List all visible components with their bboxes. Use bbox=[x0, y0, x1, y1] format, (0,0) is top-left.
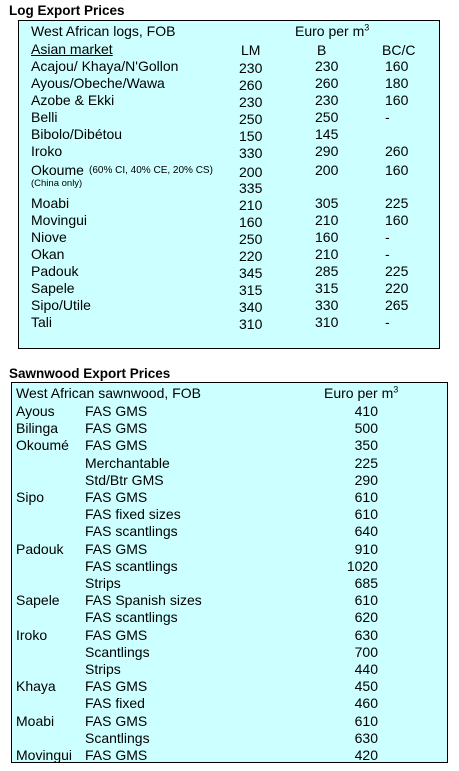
log-b-price: 200 bbox=[315, 162, 339, 178]
saw-price: 460 bbox=[354, 695, 378, 711]
saw-price: 620 bbox=[354, 609, 378, 625]
saw-price: 410 bbox=[354, 403, 378, 419]
log-lm-price: 210 bbox=[239, 197, 263, 213]
saw-price: 440 bbox=[354, 661, 378, 677]
log-species-note: (60% CI, 40% CE, 20% CS) bbox=[89, 165, 213, 176]
log-bcc-price: 160 bbox=[385, 162, 409, 178]
log-species: Padouk bbox=[31, 263, 79, 279]
saw-grade: FAS scantlings bbox=[85, 523, 178, 539]
log-bcc-price: - bbox=[385, 246, 390, 262]
log-header-unit bbox=[295, 23, 369, 39]
col-asian-market: Asian market bbox=[31, 41, 113, 57]
saw-species: Ayous bbox=[16, 403, 55, 419]
saw-grade: FAS GMS bbox=[85, 541, 148, 557]
saw-price: 420 bbox=[354, 747, 378, 763]
saw-price: 630 bbox=[354, 627, 378, 643]
log-bcc-price: 225 bbox=[385, 195, 409, 211]
saw-price: 700 bbox=[354, 644, 378, 660]
log-b-price: 285 bbox=[315, 263, 339, 279]
log-species: Sapele bbox=[31, 280, 75, 296]
log-bcc-price: 260 bbox=[385, 143, 409, 159]
log-lm-price: 250 bbox=[239, 231, 263, 247]
saw-grade: Strips bbox=[85, 575, 121, 591]
saw-species: Padouk bbox=[16, 541, 64, 557]
log-bcc-price: 220 bbox=[385, 280, 409, 296]
log-species: Okoume bbox=[31, 162, 84, 178]
log-lm-price: 310 bbox=[239, 316, 263, 332]
sawnwood-export-title: Sawnwood Export Prices bbox=[9, 366, 171, 381]
log-species: Movingui bbox=[31, 212, 88, 228]
log-lm-price: 160 bbox=[239, 214, 263, 230]
col-lm: LM bbox=[241, 42, 261, 58]
saw-unit-text: Euro per m bbox=[324, 385, 394, 401]
saw-grade: FAS GMS bbox=[85, 437, 148, 453]
log-lm-price: 230 bbox=[239, 94, 263, 110]
log-export-title: Log Export Prices bbox=[9, 3, 125, 18]
log-bcc-price: 160 bbox=[385, 58, 409, 74]
log-bcc-price: - bbox=[385, 314, 390, 330]
log-lm-price: 330 bbox=[239, 145, 263, 161]
saw-price: 610 bbox=[354, 713, 378, 729]
log-species: Moabi bbox=[31, 195, 70, 211]
saw-grade: FAS fixed sizes bbox=[85, 506, 181, 522]
log-bcc-price: - bbox=[385, 109, 390, 125]
saw-species: Bilinga bbox=[16, 420, 59, 436]
saw-grade: FAS scantlings bbox=[85, 609, 178, 625]
saw-price: 640 bbox=[354, 523, 378, 539]
log-species: Tali bbox=[31, 314, 53, 330]
col-bcc: BC/C bbox=[382, 42, 416, 58]
saw-species: Sapele bbox=[16, 592, 60, 608]
saw-grade: FAS scantlings bbox=[85, 558, 178, 574]
log-lm-price: 340 bbox=[239, 299, 263, 315]
saw-price: 610 bbox=[354, 592, 378, 608]
log-b-price: 250 bbox=[315, 109, 339, 125]
col-b: B bbox=[317, 42, 327, 58]
saw-price: 450 bbox=[354, 678, 378, 694]
log-lm-price: 250 bbox=[239, 111, 263, 127]
saw-grade: FAS GMS bbox=[85, 489, 148, 505]
saw-price: 225 bbox=[354, 455, 378, 471]
log-species: Niove bbox=[31, 229, 67, 245]
log-species: Belli bbox=[31, 109, 58, 125]
log-lm-price: 315 bbox=[239, 282, 263, 298]
sawnwood-prices-table bbox=[11, 382, 448, 763]
saw-grade: FAS GMS bbox=[85, 403, 148, 419]
log-b-price: 230 bbox=[315, 58, 339, 74]
saw-grade: FAS GMS bbox=[85, 747, 148, 763]
saw-grade: FAS fixed bbox=[85, 695, 145, 711]
saw-grade: Scantlings bbox=[85, 644, 150, 660]
log-header-left: West African logs, FOB bbox=[31, 23, 176, 39]
log-b-price: 230 bbox=[315, 92, 339, 108]
saw-grade: Std/Btr GMS bbox=[85, 472, 164, 488]
log-b-price: 315 bbox=[315, 280, 339, 296]
saw-header-left: West African sawnwood, FOB bbox=[16, 385, 201, 401]
log-lm-price: 150 bbox=[239, 128, 263, 144]
saw-grade: FAS Spanish sizes bbox=[85, 592, 202, 608]
saw-price: 630 bbox=[354, 730, 378, 746]
log-lm-price: 200 bbox=[239, 164, 263, 180]
log-bcc-price: - bbox=[385, 229, 390, 245]
log-bcc-price: 225 bbox=[385, 263, 409, 279]
log-b-price: 160 bbox=[315, 229, 339, 245]
saw-species: Khaya bbox=[16, 678, 56, 694]
saw-species: Iroko bbox=[16, 627, 48, 643]
log-b-price: 310 bbox=[315, 314, 339, 330]
log-lm-price: 345 bbox=[239, 265, 263, 281]
saw-grade: FAS GMS bbox=[85, 420, 148, 436]
log-b-price: 305 bbox=[315, 195, 339, 211]
saw-header-unit bbox=[324, 385, 398, 401]
log-species: Iroko bbox=[31, 143, 63, 159]
saw-price: 685 bbox=[354, 575, 378, 591]
log-unit-sup: 3 bbox=[364, 22, 370, 33]
saw-grade: FAS GMS bbox=[85, 678, 148, 694]
log-bcc-price: 160 bbox=[385, 92, 409, 108]
saw-species: Sipo bbox=[16, 489, 45, 505]
saw-price: 350 bbox=[354, 437, 378, 453]
log-species-note: (China only) bbox=[31, 178, 83, 189]
saw-price: 290 bbox=[354, 472, 378, 488]
saw-grade: Strips bbox=[85, 661, 121, 677]
log-species: Azobe & Ekki bbox=[31, 92, 115, 108]
saw-unit-sup: 3 bbox=[393, 384, 399, 395]
saw-species: Movingui bbox=[16, 747, 73, 763]
log-species: Acajou/ Khaya/N'Gollon bbox=[31, 58, 179, 74]
saw-grade: FAS GMS bbox=[85, 713, 148, 729]
saw-price: 500 bbox=[354, 420, 378, 436]
log-b-price: 260 bbox=[315, 75, 339, 91]
log-bcc-price: 180 bbox=[385, 75, 409, 91]
log-b-price: 145 bbox=[315, 126, 339, 142]
saw-species: Okoumé bbox=[16, 437, 69, 453]
log-lm-price: 220 bbox=[239, 248, 263, 264]
saw-grade: Scantlings bbox=[85, 730, 150, 746]
log-lm-price: 230 bbox=[239, 60, 263, 76]
saw-grade: Merchantable bbox=[85, 455, 170, 471]
log-species: Bibolo/Dibétou bbox=[31, 126, 123, 142]
saw-price: 610 bbox=[354, 489, 378, 505]
log-prices-table bbox=[18, 20, 440, 349]
saw-price: 910 bbox=[354, 541, 378, 557]
log-species: Okan bbox=[31, 246, 65, 262]
log-species: Ayous/Obeche/Wawa bbox=[31, 75, 165, 91]
saw-species: Moabi bbox=[16, 713, 55, 729]
log-b-price: 330 bbox=[315, 297, 339, 313]
saw-price: 1020 bbox=[346, 558, 378, 574]
log-bcc-price: 160 bbox=[385, 212, 409, 228]
log-b-price: 290 bbox=[315, 143, 339, 159]
log-lm-price: 335 bbox=[239, 180, 263, 196]
log-bcc-price: 265 bbox=[385, 297, 409, 313]
log-b-price: 210 bbox=[315, 246, 339, 262]
saw-grade: FAS GMS bbox=[85, 627, 148, 643]
log-unit-text: Euro per m bbox=[295, 23, 365, 39]
saw-price: 610 bbox=[354, 506, 378, 522]
log-species: Sipo/Utile bbox=[31, 297, 91, 313]
log-b-price: 210 bbox=[315, 212, 339, 228]
log-lm-price: 260 bbox=[239, 77, 263, 93]
